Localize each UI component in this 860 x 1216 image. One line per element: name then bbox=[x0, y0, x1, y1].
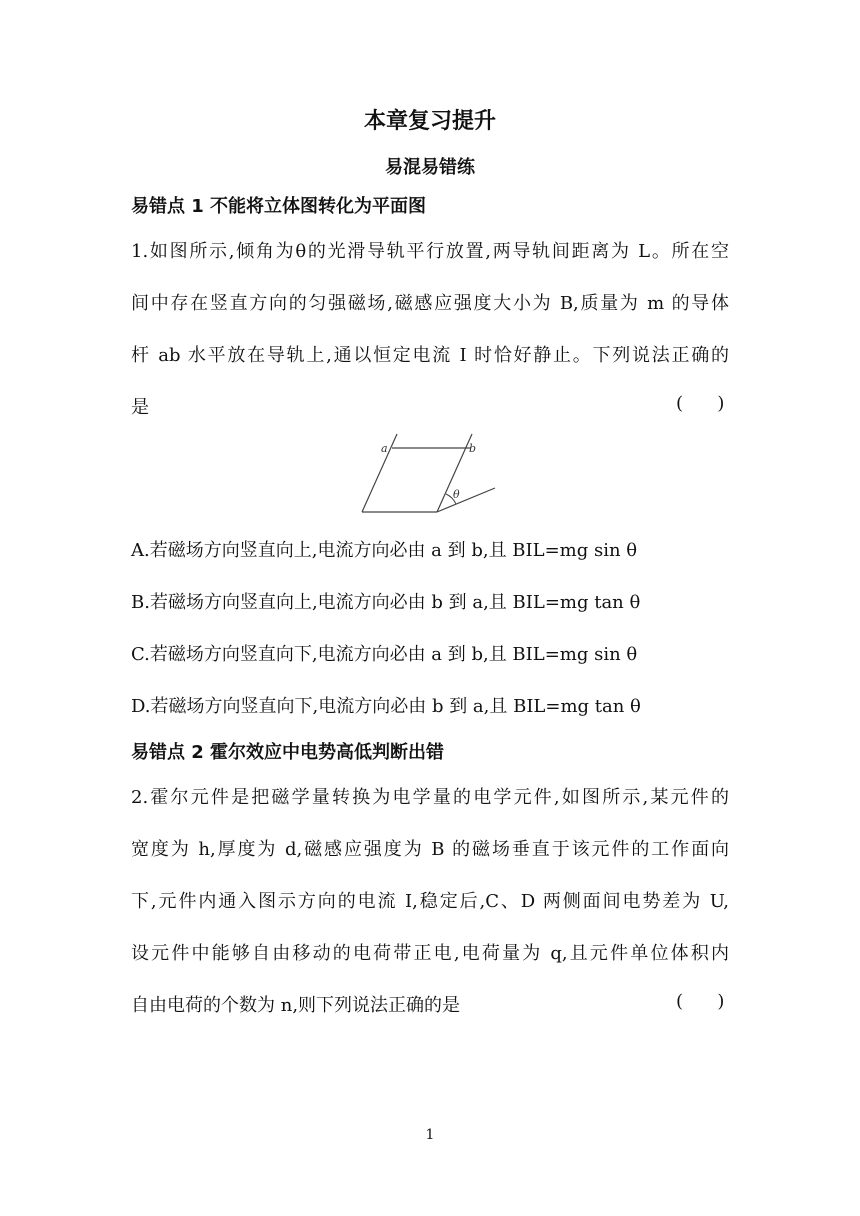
question-2-line-1: 2.霍尔元件是把磁学量转换为电学量的电学元件,如图所示,某元件的 bbox=[131, 787, 729, 808]
option-a: A.若磁场方向竖直向上,电流方向必由 a 到 b,且 BIL=mg sin θ bbox=[131, 540, 638, 561]
question-1-answer-bracket: ( ) bbox=[676, 393, 725, 414]
label-a: a bbox=[381, 442, 388, 455]
question-1-line-1: 1.如图所示,倾角为θ的光滑导轨平行放置,两导轨间距离为 L。所在空 bbox=[131, 241, 729, 262]
label-theta: θ bbox=[453, 488, 460, 501]
inclined-rails-figure bbox=[355, 428, 505, 520]
question-2-line-4: 设元件中能够自由移动的电荷带正电,电荷量为 q,且元件单位体积内 bbox=[131, 943, 729, 964]
rail-left-line bbox=[362, 434, 397, 512]
option-d: D.若磁场方向竖直向下,电流方向必由 b 到 a,且 BIL=mg tan θ bbox=[131, 696, 641, 717]
question-2-line-3: 下,元件内通入图示方向的电流 I,稳定后,C、D 两侧面间电势差为 U, bbox=[131, 891, 729, 912]
question-2-line-2: 宽度为 h,厚度为 d,磁感应强度为 B 的磁场垂直于该元件的工作面向 bbox=[131, 839, 729, 860]
chapter-title: 本章复习提升 bbox=[363, 109, 496, 134]
option-c: C.若磁场方向竖直向下,电流方向必由 a 到 b,且 BIL=mg sin θ bbox=[131, 644, 638, 665]
question-2-answer-bracket: ( ) bbox=[676, 991, 725, 1012]
option-b: B.若磁场方向竖直向上,电流方向必由 b 到 a,且 BIL=mg tan θ bbox=[131, 592, 641, 613]
question-1-line-3: 杆 ab 水平放在导轨上,通以恒定电流 I 时恰好静止。下列说法正确的 bbox=[131, 345, 729, 366]
question-2-line-5: 自由电荷的个数为 n,则下列说法正确的是 bbox=[131, 995, 461, 1016]
page-number: 1 bbox=[425, 1127, 435, 1143]
error-point-2-heading: 易错点 2 霍尔效应中电势高低判断出错 bbox=[131, 742, 445, 763]
label-b: b bbox=[469, 442, 477, 455]
section-subtitle: 易混易错练 bbox=[385, 157, 475, 178]
question-1-line-2: 间中存在竖直方向的匀强磁场,磁感应强度大小为 B,质量为 m 的导体 bbox=[131, 293, 729, 314]
error-point-1-heading: 易错点 1 不能将立体图转化为平面图 bbox=[131, 196, 427, 217]
question-1-line-4: 是 bbox=[131, 397, 149, 418]
